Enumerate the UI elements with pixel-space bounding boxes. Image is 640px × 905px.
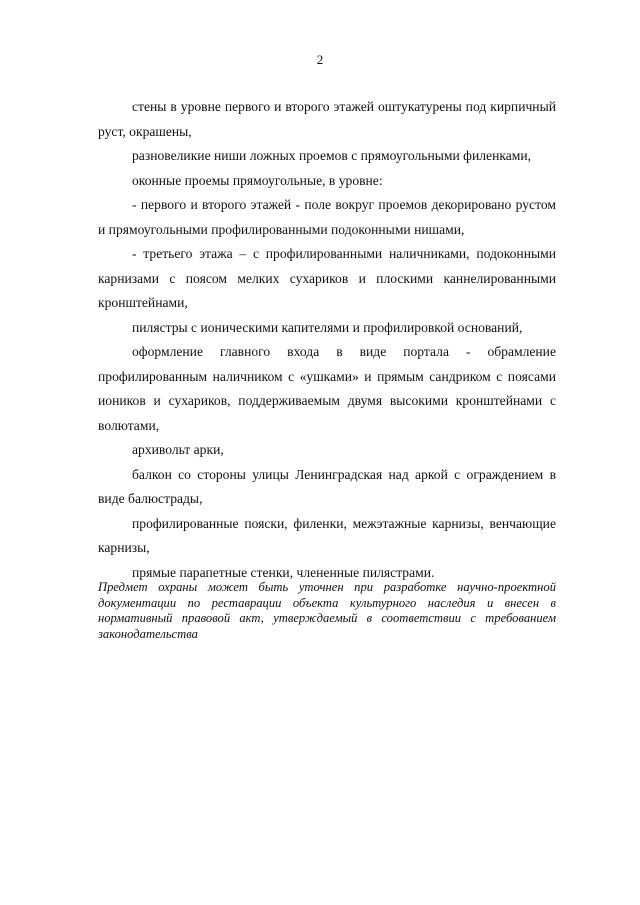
paragraph-pilasters: пилястры с ионическими капителями и профилировкой оснований, (132, 319, 523, 335)
body-text (98, 95, 556, 585)
paragraph-niches: разновеликие ниши ложных проемов с прямоугольными филенками, (132, 148, 532, 163)
paragraph-balcony: балкон со стороны улицы Ленинградская над аркой с ограждением в виде балюстрады, (98, 466, 556, 506)
paragraph-main-entrance: оформление главного входа в виде портала - обрамление профилированным наличником с «ушками» и прямым сандриком с поясами иоников и сухариков, поддерживаемым двумя высокими кронштейнами с волютами, (98, 344, 556, 433)
paragraph-first-second-floors: - первого и второго этажей - поле вокруг проемов декорировано рустом и прямоугольными профилированными подоконными нишами, (98, 197, 556, 237)
paragraph-window-openings: оконные проемы прямоугольные, в уровне: (132, 172, 383, 188)
page-number: 2 (316, 52, 324, 67)
paragraph-walls: стены в уровне первого и второго этажей оштукатурены под кирпичный руст, окрашены, (98, 99, 556, 139)
paragraph-cornices: профилированные пояски, филенки, межэтажные карнизы, венчающие карнизы, (98, 515, 556, 555)
paragraph-archivolt: архивольт арки, (132, 442, 224, 457)
paragraph-parapet-walls: прямые парапетные стенки, члененные пилястрами. (132, 564, 435, 580)
protection-note: Предмет охраны может быть уточнен при разработке научно-проектной документации по реставрации объекта культурного наследия и внесен в нормативный правовой акт, утверждаемый в соответствии с требованием законодательства (98, 580, 556, 641)
paragraph-third-floor: - третьего этажа – с профилированными наличниками, подоконными карнизами с поясом мелких сухариков и плоскими каннелированными кронштейнами, (98, 246, 556, 310)
